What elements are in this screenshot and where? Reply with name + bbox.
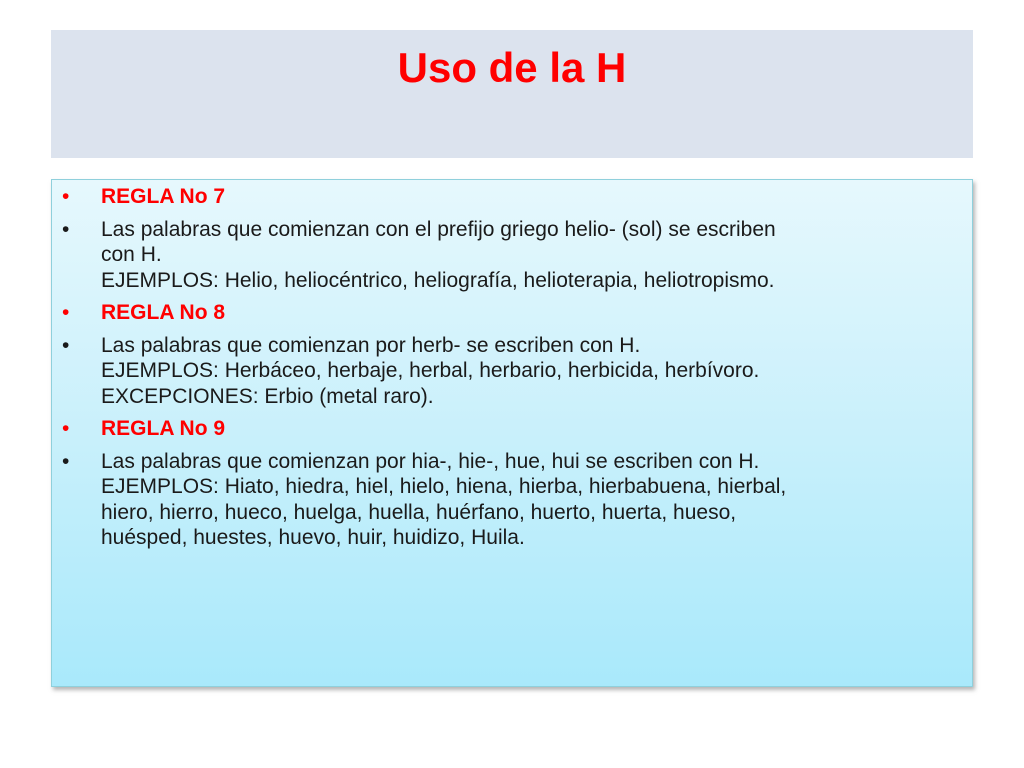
text-line: hiero, hierro, hueco, huelga, huella, huérfano, huerto, huerta, hueso, (101, 500, 737, 524)
rule-label: REGLA No 9 (101, 417, 226, 440)
slide-title: Uso de la H (397, 44, 627, 91)
bullet-item-rule-9-text (62, 449, 942, 551)
rule-label: REGLA No 8 (101, 301, 226, 324)
bullet-dot: • (62, 449, 70, 473)
text-line: EXCEPCIONES: Erbio (metal raro). (101, 384, 434, 408)
bullet-dot: • (62, 301, 70, 324)
bullet-dot: • (62, 217, 70, 241)
text-line: Las palabras que comienzan por hia-, hie-, hue, hui se escriben con H. (101, 449, 760, 473)
text-line: Las palabras que comienzan con el prefijo griego helio- (sol) se escriben (101, 217, 776, 241)
text-line: EJEMPLOS: Herbáceo, herbaje, herbal, herbario, herbicida, herbívoro. (101, 359, 760, 382)
text-line: EJEMPLOS: Hiato, hiedra, hiel, hielo, hiena, hierba, hierbabuena, hierbal, (101, 475, 787, 498)
bullet-item-rule-7-text (62, 217, 942, 294)
bullet-item-rule-8 (62, 300, 942, 326)
bullet-list (62, 184, 942, 558)
bullet-item-rule-7 (62, 184, 942, 210)
bullet-dot: • (62, 417, 70, 440)
bullet-dot: • (62, 185, 70, 208)
text-line: huésped, huestes, huevo, huir, huidizo, Huila. (101, 526, 525, 549)
text-line: Las palabras que comienzan por herb- se escriben con H. (101, 333, 641, 357)
bullet-item-rule-9 (62, 416, 942, 442)
bullet-dot: • (62, 333, 70, 357)
title-band (51, 30, 973, 158)
text-line: EJEMPLOS: Helio, heliocéntrico, heliografía, helioterapia, heliotropismo. (101, 268, 775, 292)
content-box (51, 179, 973, 687)
text-line: con H. (101, 243, 162, 266)
rule-label: REGLA No 7 (101, 185, 226, 208)
bullet-item-rule-8-text (62, 333, 942, 410)
